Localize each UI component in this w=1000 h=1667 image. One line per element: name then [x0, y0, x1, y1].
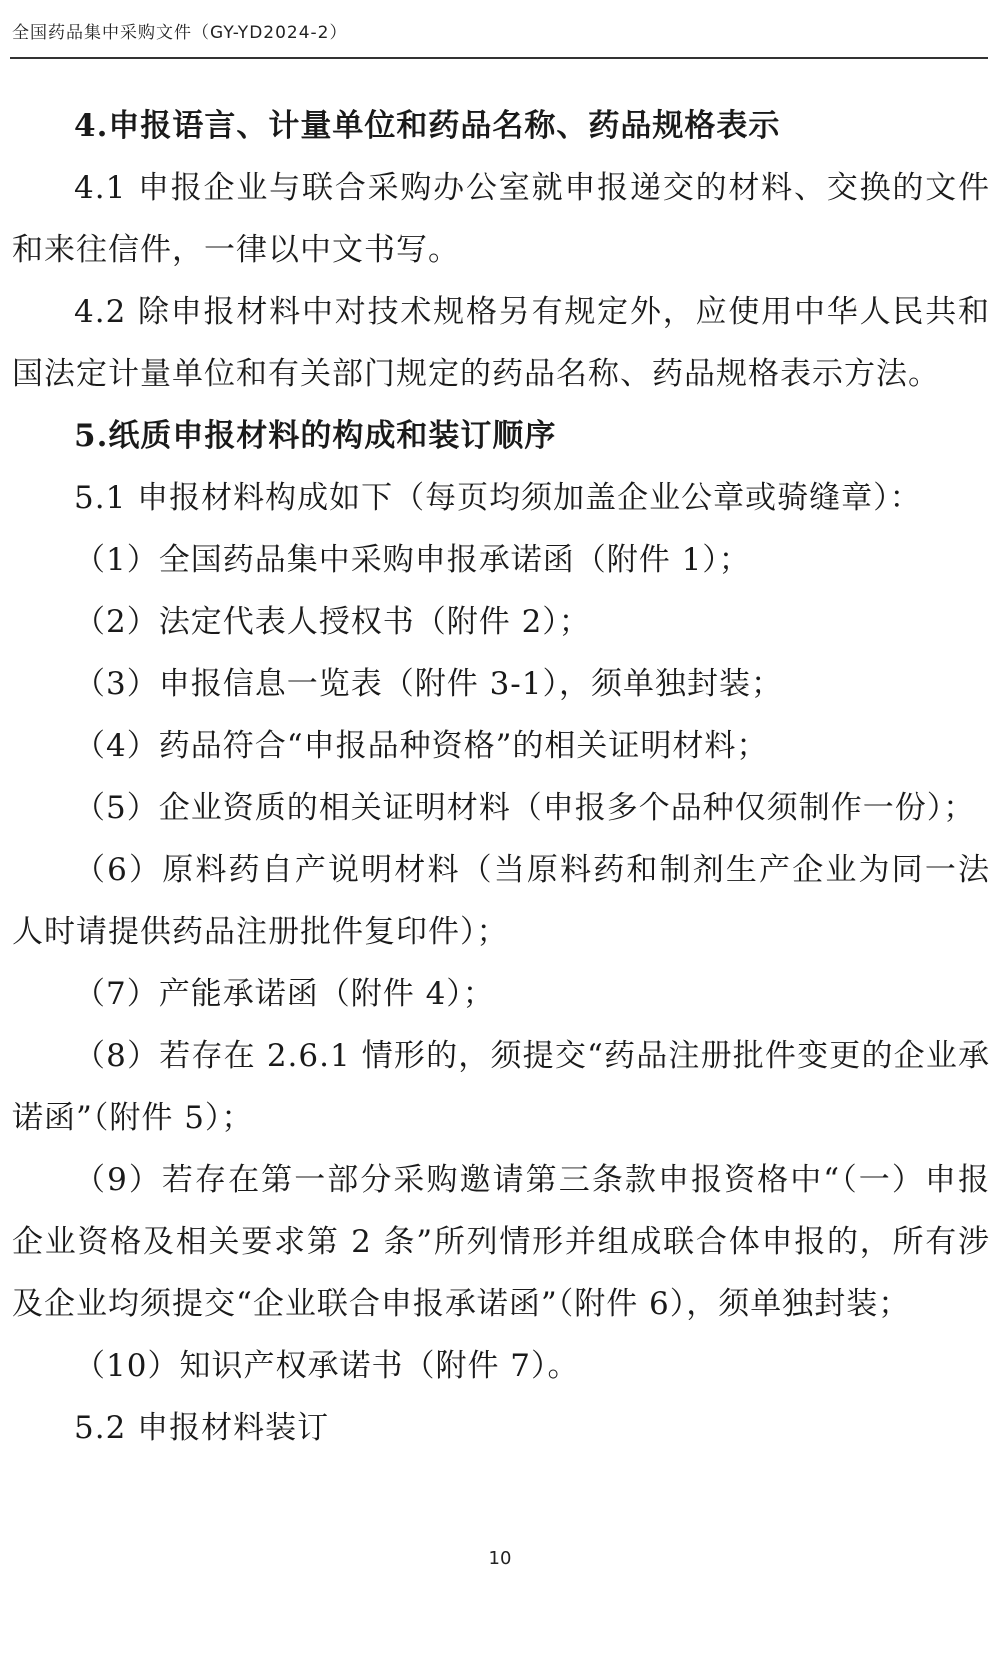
paragraph-5-1: 5.1 申报材料构成如下（每页均须加盖企业公章或骑缝章）： — [74, 480, 922, 516]
list-item-2: （2）法定代表人授权书（附件 2）； — [74, 604, 591, 640]
list-item-1: （1）全国药品集中采购申报承诺函（附件 1）； — [74, 542, 751, 578]
section-heading-5: 5.纸质申报材料的构成和装订顺序 — [74, 418, 557, 454]
list-item-4: （4）药品符合“申报品种资格”的相关证明材料； — [74, 728, 769, 764]
paragraph-4-2: 4.2 除申报材料中对技术规格另有规定外，应使用中华人民共和国法定计量单位和有关部门规定的药品名称、药品规格表示方法。 — [12, 294, 990, 392]
list-item-9: （9）若存在第一部分采购邀请第三条款申报资格中“（一）申报企业资格及相关要求第 2 条”所列情形并组成联合体申报的，所有涉及企业均须提交“企业联合申报承诺函”（附件 6），须单独封装； — [12, 1162, 990, 1322]
list-item-3: （3）申报信息一览表（附件 3-1），须单独封装； — [74, 666, 783, 702]
list-item-7: （7）产能承诺函（附件 4）； — [74, 976, 495, 1012]
list-item-8: （8）若存在 2.6.1 情形的，须提交“药品注册批件变更的企业承诺函”（附件 5）； — [12, 1038, 990, 1136]
page-number: 10 — [488, 1548, 512, 1569]
list-item-6: （6）原料药自产说明材料（当原料药和制剂生产企业为同一法人时请提供药品注册批件复印件）； — [12, 852, 990, 950]
document-header: 全国药品集中采购文件（GY-YD2024-2） — [12, 23, 348, 43]
document-body — [12, 95, 990, 1459]
section-heading-4: 4.申报语言、计量单位和药品名称、药品规格表示 — [74, 108, 781, 144]
header-divider — [10, 57, 988, 59]
paragraph-4-1: 4.1 申报企业与联合采购办公室就申报递交的材料、交换的文件和来往信件，一律以中文书写。 — [12, 170, 990, 268]
list-item-5: （5）企业资质的相关证明材料（申报多个品种仅须制作一份）； — [74, 790, 976, 826]
list-item-10: （10）知识产权承诺书（附件 7）。 — [74, 1348, 580, 1384]
paragraph-5-2: 5.2 申报材料装订 — [74, 1410, 330, 1446]
